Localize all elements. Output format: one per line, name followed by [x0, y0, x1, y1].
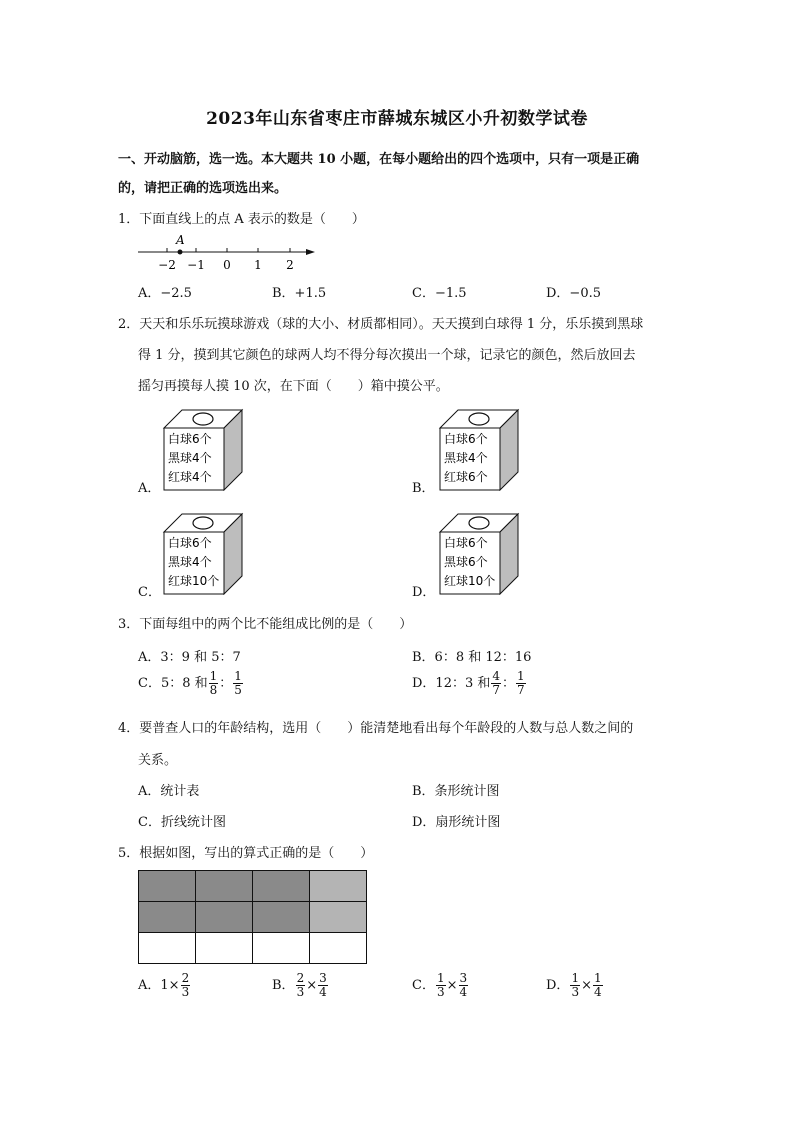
q2-option-b[interactable]: B． [412, 481, 435, 496]
ball-box-c [160, 510, 250, 595]
q3-option-b[interactable]: B．6：8 和 12：16 [412, 650, 532, 665]
svg-text:白球6个: 白球6个 [444, 536, 488, 550]
svg-text:白球6个: 白球6个 [168, 432, 212, 446]
box-opening [469, 413, 489, 425]
grid-cell-blank [253, 933, 310, 964]
svg-text:红球10个: 红球10个 [168, 574, 220, 588]
svg-text:白球6个: 白球6个 [168, 536, 212, 550]
section-instruction-line1: 一、开动脑筋，选一选。本大题共 10 小题，在每小题给出的四个选项中，只有一项是正确 [118, 152, 640, 167]
option-prefix: C．5：8 和 [138, 676, 208, 691]
q3-option-c[interactable] [138, 670, 244, 697]
grid-cell-dark [139, 902, 196, 933]
q4-option-c[interactable]: C．折线统计图 [138, 815, 226, 830]
ratio-sign: ： [502, 676, 516, 691]
grid-cell-dark [139, 871, 196, 902]
ball-box-b [436, 406, 526, 491]
svg-text:红球10个: 红球10个 [444, 574, 496, 588]
question-1-stem: 1．下面直线上的点 A 表示的数是（ ） [118, 212, 365, 227]
question-4-line1: 4．要普查人口的年龄结构，选用（ ）能清楚地看出每个年龄段的人数与总人数之间的 [118, 721, 634, 736]
q1-option-a[interactable]: A．−2.5 [138, 286, 192, 301]
ball-box-d [436, 510, 526, 595]
tick-label: 0 [223, 258, 231, 272]
times-sign: × [306, 978, 318, 993]
q4-option-d[interactable]: D．扇形统计图 [412, 815, 501, 830]
grid-cell-blank [139, 933, 196, 964]
grid-cell-dark [253, 871, 310, 902]
ratio-sign: ： [219, 676, 233, 691]
fraction: $\frac{2}{3}$ [181, 971, 190, 999]
point-a-label: A [176, 233, 185, 247]
q3-option-d[interactable] [412, 670, 527, 697]
q2-option-d[interactable]: D． [412, 585, 436, 600]
grid-cell-light [310, 871, 367, 902]
page-title: 2023年山东省枣庄市薛城东城区小升初数学试卷 [206, 109, 588, 129]
box-opening [193, 413, 213, 425]
fraction: $\frac{3}{4}$ [459, 971, 468, 999]
option-prefix: D． [546, 978, 570, 993]
number-line [130, 232, 330, 274]
fraction: $\frac{3}{4}$ [319, 971, 327, 999]
q3-option-a[interactable]: A．3：9 和 5：7 [138, 650, 241, 665]
svg-text:黑球4个: 黑球4个 [168, 555, 212, 569]
ball-box-a [160, 406, 250, 491]
svg-text:黑球4个: 黑球4个 [168, 451, 212, 465]
fraction: $\frac{1}{4}$ [593, 971, 602, 999]
fraction: $\frac{1}{7}$ [517, 669, 525, 697]
question-4-line2: 关系。 [138, 753, 178, 768]
grid-cell-blank [310, 933, 367, 964]
fraction: $\frac{1}{3}$ [436, 971, 445, 999]
question-2-line1: 2．天天和乐乐玩摸球游戏（球的大小、材质都相同）。天天摸到白球得 1 分，乐乐摸到黑球 [118, 317, 644, 332]
question-3-stem: 3．下面每组中的两个比不能组成比例的是（ ） [118, 617, 413, 632]
q4-option-b[interactable]: B．条形统计图 [412, 784, 500, 799]
option-prefix: C． [412, 978, 435, 993]
question-2-line3: 摇匀再摸每人摸 10 次，在下面（ ）箱中摸公平。 [138, 379, 449, 394]
svg-text:红球4个: 红球4个 [168, 470, 212, 484]
grid-cell-dark [196, 871, 253, 902]
tick-label: 1 [254, 258, 262, 272]
box-opening [193, 517, 213, 529]
svg-text:黑球4个: 黑球4个 [444, 451, 488, 465]
fraction: $\frac{4}{7}$ [492, 669, 501, 697]
q4-option-a[interactable]: A．统计表 [138, 784, 200, 799]
tick-label: −1 [187, 258, 205, 272]
grid-cell-dark [196, 902, 253, 933]
q5-option-c[interactable] [412, 972, 469, 999]
tick-label: 2 [286, 258, 294, 272]
option-prefix: D．12：3 和 [412, 676, 491, 691]
fraction: $\frac{2}{3}$ [296, 971, 305, 999]
q5-option-b[interactable] [272, 972, 329, 999]
section-instruction-line2: 的，请把正确的选项选出来。 [118, 181, 288, 196]
fraction: $\frac{1}{8}$ [209, 669, 218, 697]
box-opening [469, 517, 489, 529]
fraction: $\frac{1}{5}$ [234, 669, 242, 697]
svg-text:黑球6个: 黑球6个 [444, 555, 488, 569]
tick-label: −2 [158, 258, 176, 272]
times-sign: × [446, 978, 458, 993]
option-prefix: A．1× [138, 978, 180, 993]
svg-text:白球6个: 白球6个 [444, 432, 488, 446]
q5-option-d[interactable] [546, 972, 604, 999]
grid-cell-blank [196, 933, 253, 964]
grid-cell-light [310, 902, 367, 933]
svg-text:红球6个: 红球6个 [444, 470, 488, 484]
q2-option-a[interactable]: A． [138, 481, 161, 496]
point-a-dot [178, 250, 183, 255]
option-prefix: B． [272, 978, 295, 993]
question-5-stem: 5．根据如图，写出的算式正确的是（ ） [118, 846, 374, 861]
grid-cell-dark [253, 902, 310, 933]
q2-option-c[interactable]: C． [138, 585, 161, 600]
q5-option-a[interactable] [138, 972, 191, 999]
shaded-grid [138, 870, 367, 964]
fraction: $\frac{1}{3}$ [571, 971, 580, 999]
q1-option-d[interactable]: D．−0.5 [546, 286, 601, 301]
question-2-line2: 得 1 分，摸到其它颜色的球两人均不得分每次摸出一个球，记录它的颜色，然后放回去 [138, 348, 636, 363]
q1-option-c[interactable]: C．−1.5 [412, 286, 467, 301]
times-sign: × [581, 978, 592, 993]
q1-option-b[interactable]: B．+1.5 [272, 286, 327, 301]
